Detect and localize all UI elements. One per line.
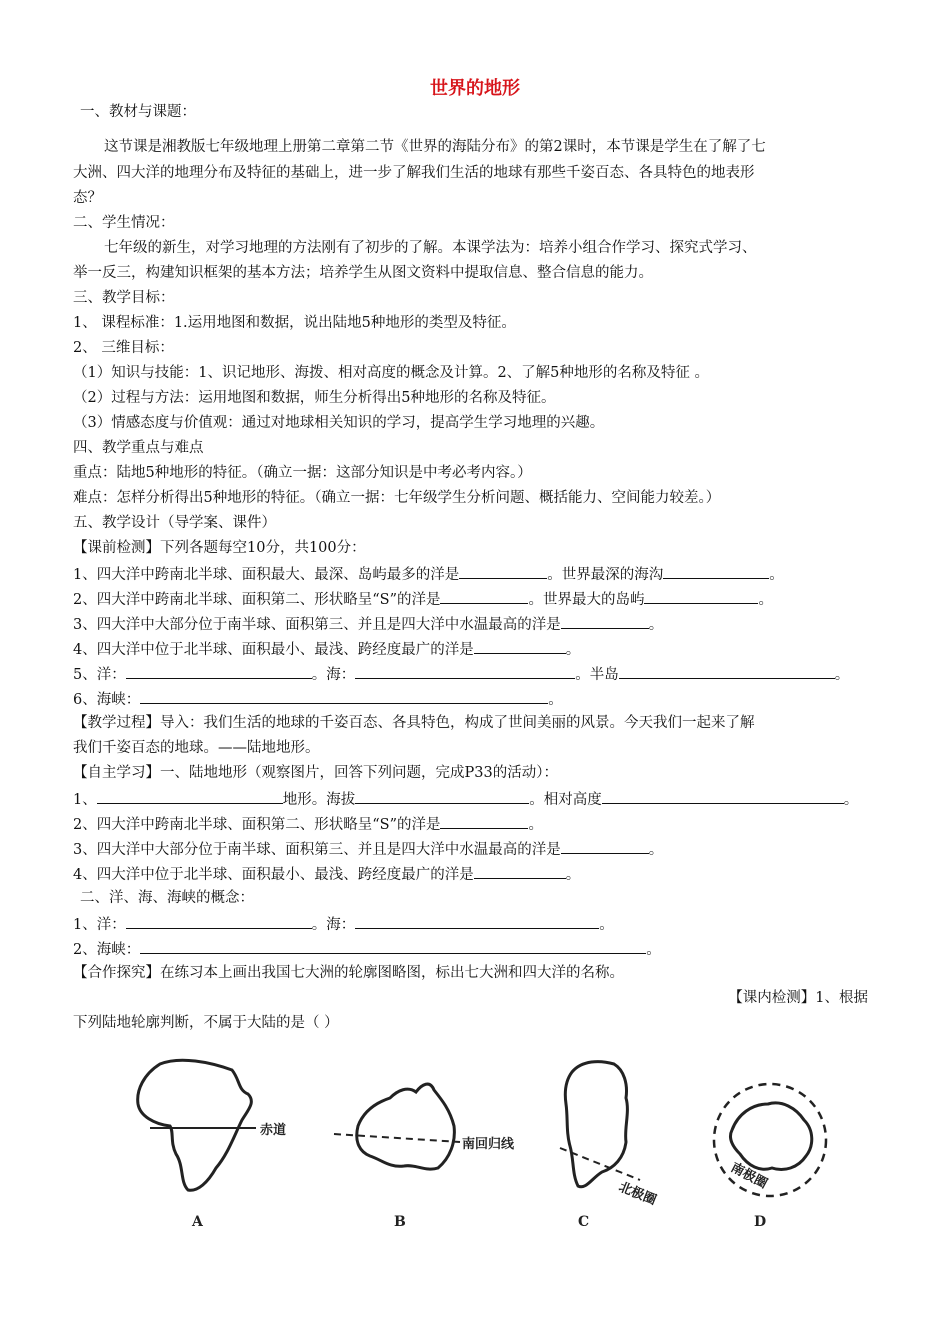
figure-note: 北极圈 [616,1179,659,1209]
paragraph-line: 这节课是湘教版七年级地理上册第二章第二节《世界的海陆分布》的第2课时，本节课是学生在了解了七 [104,139,766,155]
question-text: 3、四大洋中大部分位于南半球、面积第三、并且是四大洋中水温最高的洋是 [73,617,561,633]
answer-blank[interactable] [663,563,769,579]
answer-blank[interactable] [561,613,649,629]
question-line [73,938,661,960]
period-mark: 。 [648,617,664,633]
answer-blank[interactable] [459,563,547,579]
figure-d-antarctica [714,1084,826,1230]
section-heading: 五、教学设计（导学案、课件） [73,515,276,531]
goal-line: （3）情感态度与价值观：通过对地球相关知识的学习，提高学生学习地理的兴趣。 [73,415,605,431]
question-text: 。世界最深的海沟 [547,567,664,583]
question-line [73,638,580,660]
question-text: 4、四大洋中位于北半球、面积最小、最浅、跨经度最广的洋是 [73,867,474,883]
period-mark: 。 [648,842,664,858]
question-text: 。世界最大的岛屿 [528,592,645,608]
goal-line: 2、 三维目标： [73,340,174,356]
goal-line: （2）过程与方法：运用地图和数据，师生分析得出5种地形的名称及特征。 [73,390,556,406]
period-mark: 。 [843,792,859,808]
question-text: 地形。海拔 [282,792,356,808]
question-line [73,588,773,610]
process-line: 【教学过程】导入：我们生活的地球的千姿百态、各具特色，构成了世间美丽的风景。今天我们一起来了解 [73,715,755,731]
question-text: 5、洋： [73,667,126,683]
answer-blank[interactable] [602,788,844,804]
difficulty-line: 难点：怎样分析得出5种地形的特征。（确立一据：七年级学生分析问题、概括能力、空间能力较差。） [73,490,721,506]
australia-outline [357,1084,455,1169]
pre-test-heading: 【课前检测】下列各题每空10分，共100分： [73,540,366,556]
question-line [73,913,614,935]
figure-a-africa [138,1060,286,1230]
period-mark: 。 [769,567,784,583]
answer-blank[interactable] [474,863,566,879]
period-mark: 。 [834,667,850,683]
answer-blank[interactable] [561,838,649,854]
continent-outline-figures [120,1050,840,1240]
answer-blank[interactable] [440,813,528,829]
period-mark: 。 [528,817,543,833]
question-text: 。相对高度 [529,792,602,808]
question-line [73,813,543,835]
question-line: 下列陆地轮廓判断，不属于大陆的是（ ） [73,1015,339,1031]
period-mark: 。 [599,917,614,933]
section-heading: 二、学生情况： [73,215,175,231]
answer-blank[interactable] [126,913,312,929]
question-text: 。海： [311,917,356,933]
answer-blank[interactable] [355,913,599,929]
section-heading: 三、教学目标： [73,290,175,306]
question-text: 3、四大洋中大部分位于南半球、面积第三、并且是四大洋中水温最高的洋是 [73,842,561,858]
answer-blank[interactable] [355,663,575,679]
figure-letter: D [754,1214,767,1230]
question-text: 4、四大洋中位于北半球、面积最小、最浅、跨经度最广的洋是 [73,642,474,658]
africa-outline [138,1060,252,1190]
key-point-line: 重点：陆地5种地形的特征。（确立一据：这部分知识是中考必考内容。） [73,465,532,481]
outline-svg [120,1050,840,1240]
paragraph-line: 举一反三，构建知识框架的基本方法；培养学生从图文资料中提取信息、整合信息的能力。 [73,265,653,281]
section-heading: 四、教学重点与难点 [73,440,204,456]
answer-blank[interactable] [140,938,646,954]
answer-blank[interactable] [140,688,548,704]
figure-letter: B [394,1214,406,1230]
question-text: 1、洋： [73,917,126,933]
answer-blank[interactable] [644,588,758,604]
question-line [73,863,580,885]
figure-note: 赤道 [260,1123,287,1138]
figure-letter: C [578,1214,590,1230]
question-text: 1、 [73,792,97,808]
question-line [73,688,563,710]
antarctica-outline [730,1103,811,1170]
section-heading: 一、教材与课题： [80,104,196,120]
self-study-heading: 【自主学习】一、陆地地形（观察图片，回答下列问题，完成P33的活动）： [73,765,558,781]
question-text: 2、四大洋中跨南北半球、面积第二、形状略呈“S”的洋是 [73,592,441,608]
paragraph-line: 态？ [73,190,102,206]
answer-blank[interactable] [126,663,312,679]
greenland-outline [565,1062,627,1187]
answer-blank[interactable] [355,788,529,804]
cooperation-line: 【合作探究】在练习本上画出我国七大洲的轮廓图略图，标出七大洲和四大洋的名称。 [73,965,624,981]
in-class-test-heading: 【课内检测】1、根据 [728,990,868,1006]
question-text: 1、四大洋中跨南北半球、面积最大、最深、岛屿最多的洋是 [73,567,460,583]
answer-blank[interactable] [97,788,283,804]
goal-line: （1）知识与技能：1、识记地形、海拨、相对高度的概念及计算。2、了解5种地形的名称及特征 。 [73,365,710,381]
question-text: 2、海峡： [73,942,141,958]
answer-blank[interactable] [474,638,566,654]
question-line [73,613,663,635]
figure-note: 南回归线 [462,1137,515,1152]
question-line [73,563,784,585]
answer-blank[interactable] [440,588,528,604]
period-mark: 。 [565,867,581,883]
paragraph-line: 大洲、四大洋的地理分布及特征的基础上，进一步了解我们生活的地球有那些千姿百态、各具特色的地表形 [73,165,755,181]
period-mark: 。 [565,642,581,658]
figure-c-greenland [560,1062,659,1230]
question-line [73,838,663,860]
figure-letter: A [192,1214,203,1230]
question-text: 。半岛 [575,667,619,683]
goal-line: 1、 课程标准：1.运用地图和数据，说出陆地5种地形的类型及特征。 [73,315,516,331]
tropic-line [334,1134,460,1142]
figure-b-australia [334,1084,515,1230]
question-text: 6、海峡： [73,692,141,708]
question-text: 2、四大洋中跨南北半球、面积第二、形状略呈“S”的洋是 [73,817,441,833]
question-line [73,788,858,810]
question-text: 。海： [311,667,356,683]
figure-note: 南极圈 [728,1160,770,1192]
period-mark: 。 [758,592,773,608]
answer-blank[interactable] [619,663,835,679]
paragraph-line: 七年级的新生，对学习地理的方法刚有了初步的了解。本课学法为：培养小组合作学习、探究式学习、 [104,240,757,256]
page-title: 世界的地形 [430,78,520,99]
process-line: 我们千姿百态的地球。——陆地地形。 [73,740,320,756]
period-mark: 。 [646,942,661,958]
period-mark: 。 [548,692,563,708]
concept-heading: 二、洋、海、海峡的概念： [80,890,254,906]
question-line [73,663,849,685]
